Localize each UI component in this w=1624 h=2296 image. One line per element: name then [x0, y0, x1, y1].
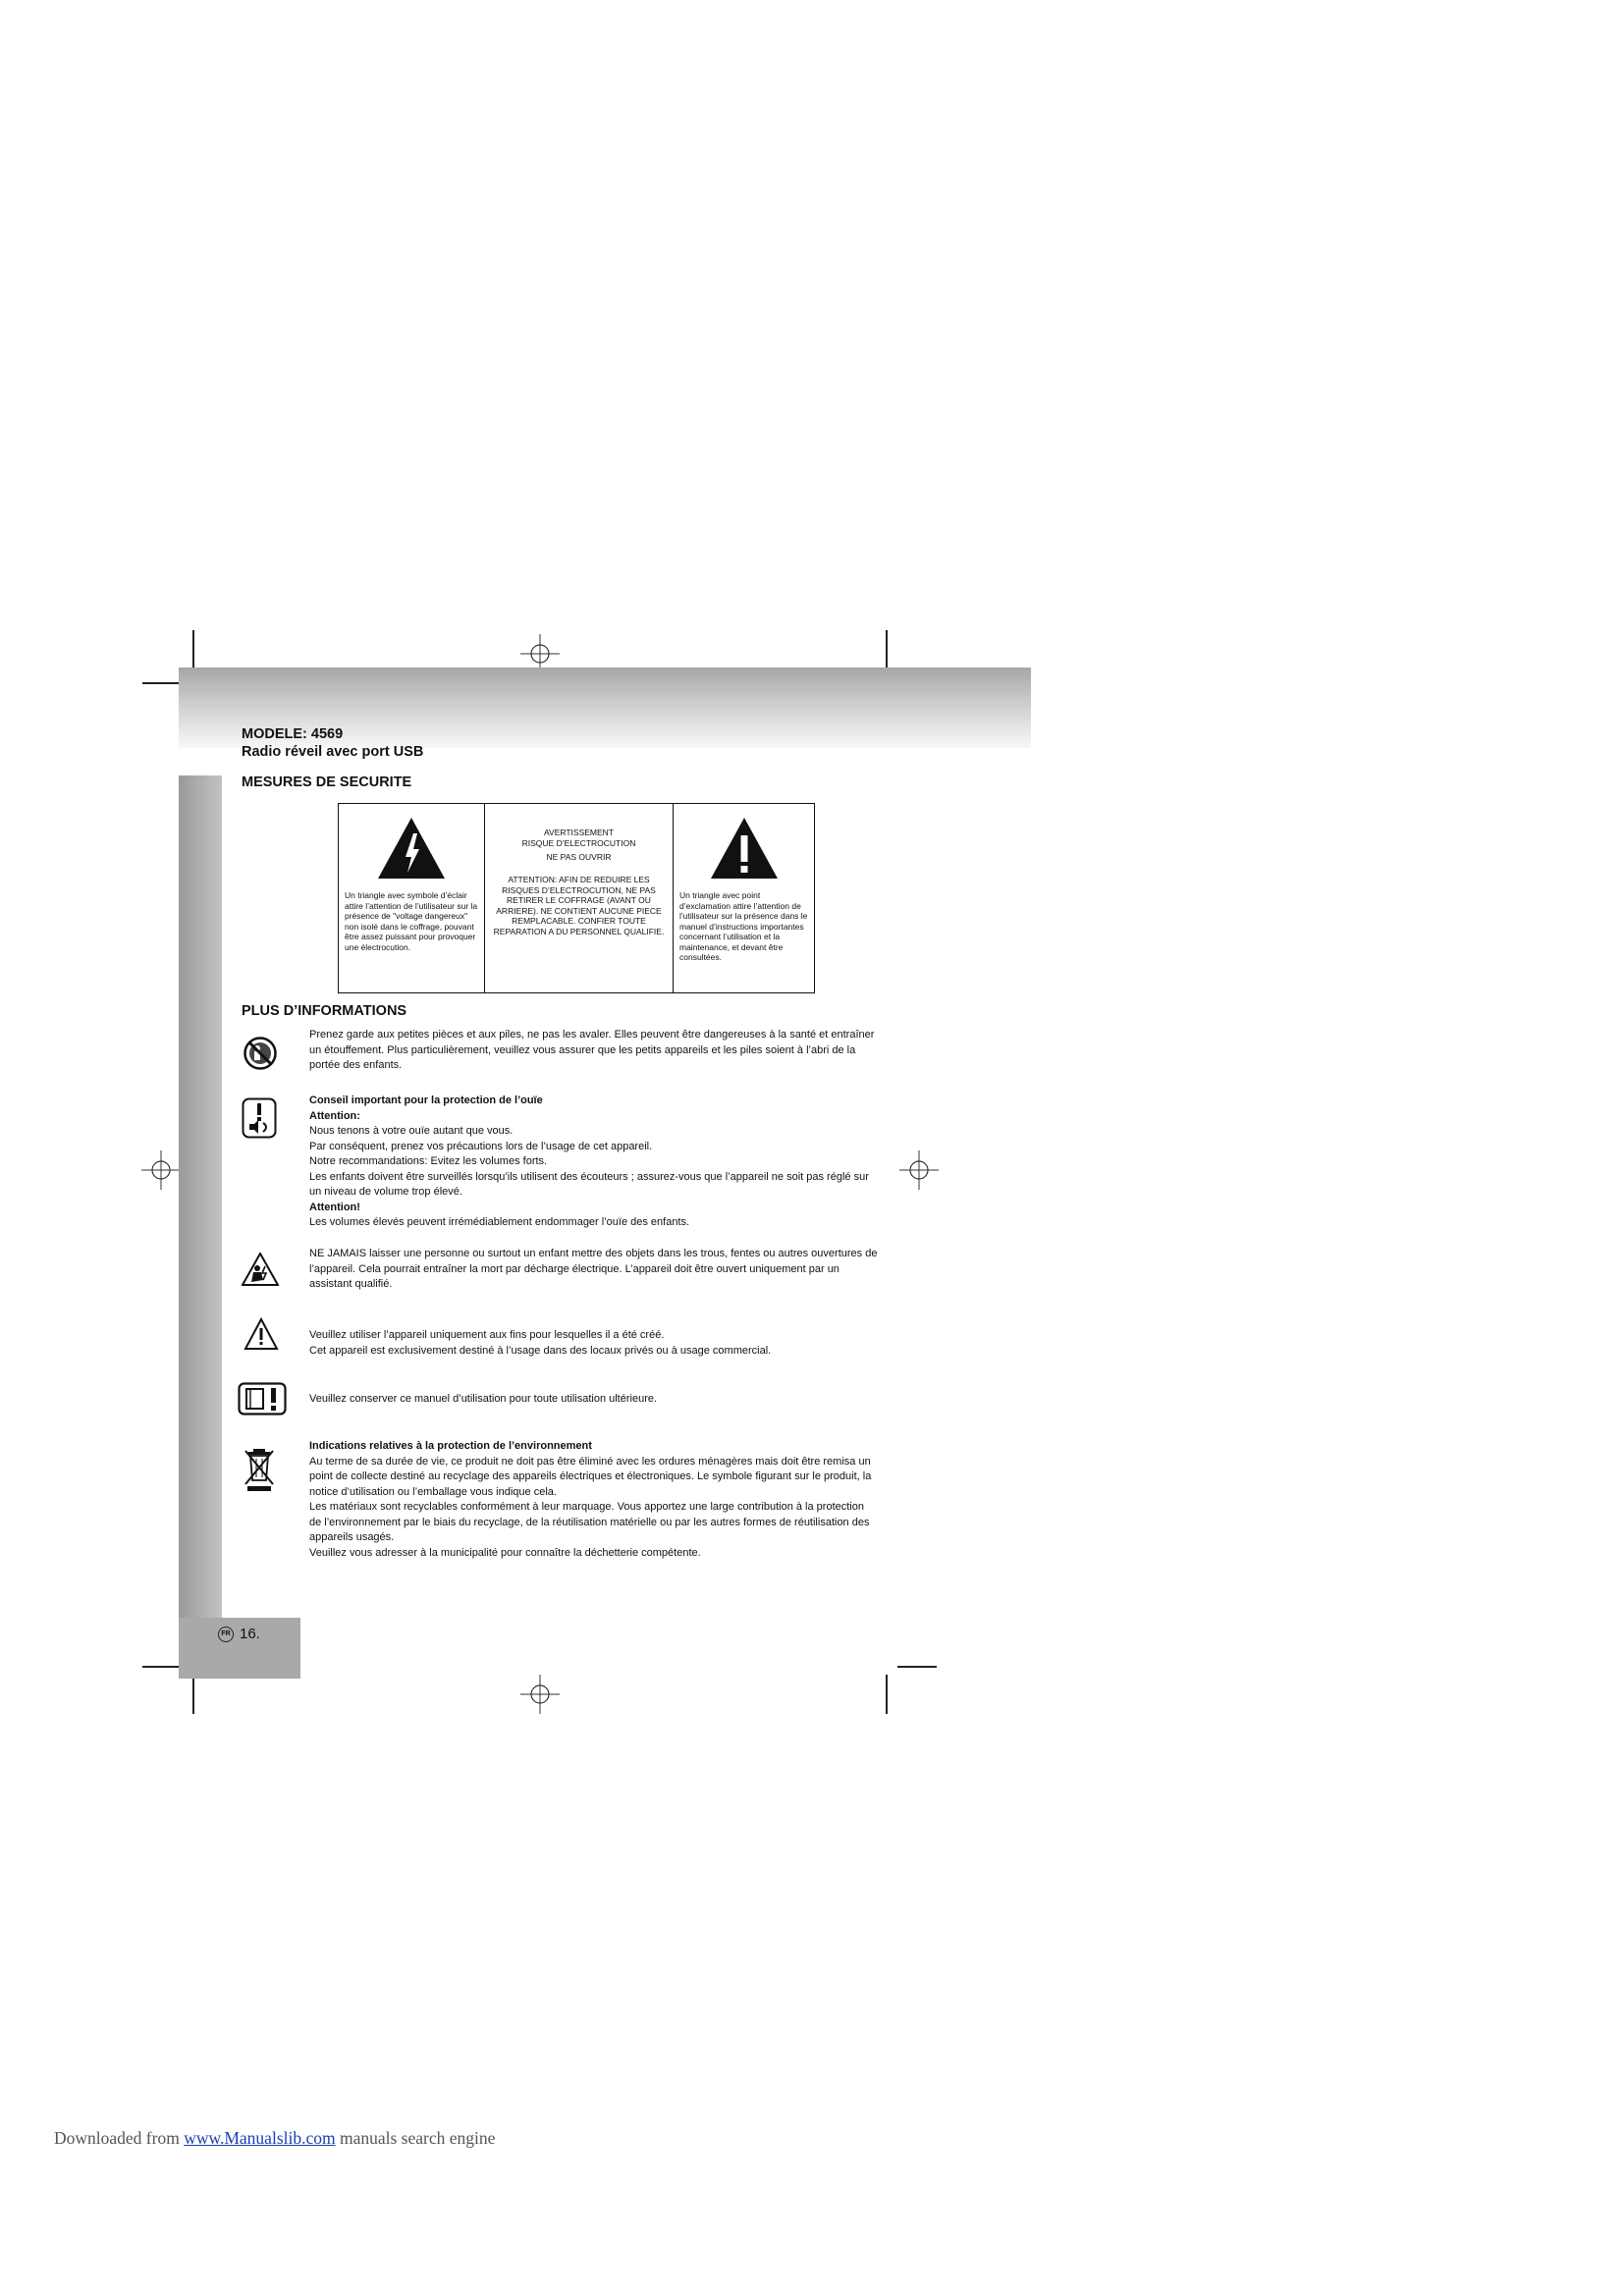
page-number-text: 16. [240, 1626, 260, 1642]
warning-left-text: Un triangle avec symbole d’éclair attire l’attention de l’utilisateur sur la présence de "voltage dangereux" non isolé dans le coffrage, pouvant être assez puissant pour provoquer une électrocution. [345, 890, 478, 952]
never-text: NE JAMAIS laisser une personne ou surtout un enfant mettre des objets dans les trous, fentes ou autres ouvertures de l’appareil. Cela pourrait entraîner la mort par décharge électrique. L’appareil doit être ouvert uniquement par un assistant qualifié. [309, 1248, 878, 1290]
crop-mark [192, 1675, 194, 1714]
crop-mark [142, 682, 182, 684]
env-text-1: Au terme de sa durée de vie, ce produit ne doit pas être éliminé avec les ordures ménagères mais doit être remisa un point de collecte destiné au recyclage des appareils électriques et électroniques. Le symbole figurant sur le produit, la notice d’utilisation ou l’emballage vous indique cela. [309, 1455, 872, 1498]
hearing-line-2: Par conséquent, prenez vos précautions lors de l’usage de cet appareil. [309, 1140, 653, 1152]
manual-text: Veuillez conserver ce manuel d’utilisation pour toute utilisation ultérieure. [309, 1393, 658, 1405]
crop-mark [897, 1666, 937, 1668]
ear-warning-icon [242, 1097, 277, 1139]
purpose-block [309, 1328, 879, 1359]
hearing-line-5: Les volumes élevés peuvent irrémédiablement endommager l’ouïe des enfants. [309, 1216, 690, 1228]
purpose-line-2: Cet appareil est exclusivement destiné à l’usage dans des locaux privés ou à usage commercial. [309, 1344, 772, 1357]
page-number [218, 1626, 260, 1642]
warning-title-1: AVERTISSEMENT [543, 828, 614, 837]
env-text-3: Veuillez vous adresser à la municipalité pour connaître la déchetterie compétente. [309, 1546, 701, 1559]
info-heading: PLUS D’INFORMATIONS [242, 1003, 407, 1019]
manual-book-icon [238, 1382, 287, 1415]
small-parts-text: Prenez garde aux petites pièces et aux piles, ne pas les avaler. Elles peuvent être dangereuses à la santé et entraîner un étouffement. Plus particulièrement, veuillez vous assurer que les petits appareils et les piles soient à l’abri de la portée des enfants. [309, 1029, 875, 1071]
crop-mark [886, 1675, 888, 1714]
warning-title-3: NE PAS OUVRIR [546, 852, 612, 862]
registration-mark-icon [141, 1150, 181, 1190]
warning-right-text: Un triangle avec point d’exclamation attire l’attention de l’utilisateur sur la présence dans le manuel d’instructions importantes concernant l’utilisation et la maintenance, et devant être consultées. [679, 890, 808, 962]
hearing-line-3: Notre recommandations: Evitez les volumes forts. [309, 1155, 548, 1167]
download-footer [54, 2128, 495, 2149]
registration-mark-icon [520, 1675, 560, 1714]
download-suffix: manuals search engine [335, 2128, 496, 2148]
safety-heading: MESURES DE SECURITE [242, 774, 412, 790]
purpose-line-1: Veuillez utiliser l’appareil uniquement aux fins pour lesquelles il a été créé. [309, 1329, 665, 1341]
language-flag-icon: FR [218, 1627, 234, 1642]
manualslib-link[interactable]: www.Manualslib.com [184, 2128, 336, 2148]
no-children-icon [244, 1037, 277, 1070]
hearing-block [309, 1094, 879, 1231]
hearing-title: Conseil important pour la protection de l’ouïe [309, 1095, 543, 1106]
env-text-2: Les matériaux sont recyclables conformément à leur marquage. Vous apportez une large contribution à la protection de l’environnement par le biais du recyclage, de la réutilisation matérielle ou par les autres formes de réutilisation des appareils usagés. [309, 1501, 870, 1543]
hearing-attention-2: Attention! [309, 1201, 360, 1213]
warning-cell-center [484, 804, 673, 992]
env-title: Indications relatives à la protection de l’environnement [309, 1440, 592, 1452]
registration-mark-icon [899, 1150, 939, 1190]
warning-title-2: RISQUE D’ELECTROCUTION [521, 838, 636, 848]
environment-block [309, 1439, 879, 1561]
warning-cell-exclamation [673, 804, 814, 992]
download-prefix: Downloaded from [54, 2128, 185, 2148]
product-title: Radio réveil avec port USB [242, 744, 424, 760]
hearing-line-1: Nous tenons à votre ouïe autant que vous. [309, 1125, 514, 1137]
warning-center-text: ATTENTION: AFIN DE REDUIRE LES RISQUES D’ELECTROCUTION, NE PAS RETIRER LE COFFRAGE (AVANT OU ARRIERE). NE CONTIENT AUCUNE PIECE REMPLACABLE. CONFIER TOUTE REPARATION A DU PERSONNEL QUALIFIE. [493, 875, 665, 936]
model-title: MODELE: 4569 [242, 726, 344, 742]
safety-warning-table [338, 803, 815, 993]
shock-hazard-icon [242, 1253, 279, 1286]
warning-cell-electric [339, 804, 484, 992]
crossed-bin-icon [244, 1447, 275, 1492]
exclamation-triangle-icon [709, 816, 780, 881]
crop-mark [142, 1666, 182, 1668]
caution-triangle-icon [244, 1317, 279, 1351]
side-band [179, 775, 222, 1679]
electric-warning-triangle-icon [376, 816, 447, 881]
hearing-attention-1: Attention: [309, 1109, 360, 1122]
hearing-line-4: Les enfants doivent être surveillés lorsqu’ils utilisent des écouteurs ; assurez-vous que l’appareil ne soit pas réglé sur un niveau de volume trop élevé. [309, 1170, 869, 1198]
